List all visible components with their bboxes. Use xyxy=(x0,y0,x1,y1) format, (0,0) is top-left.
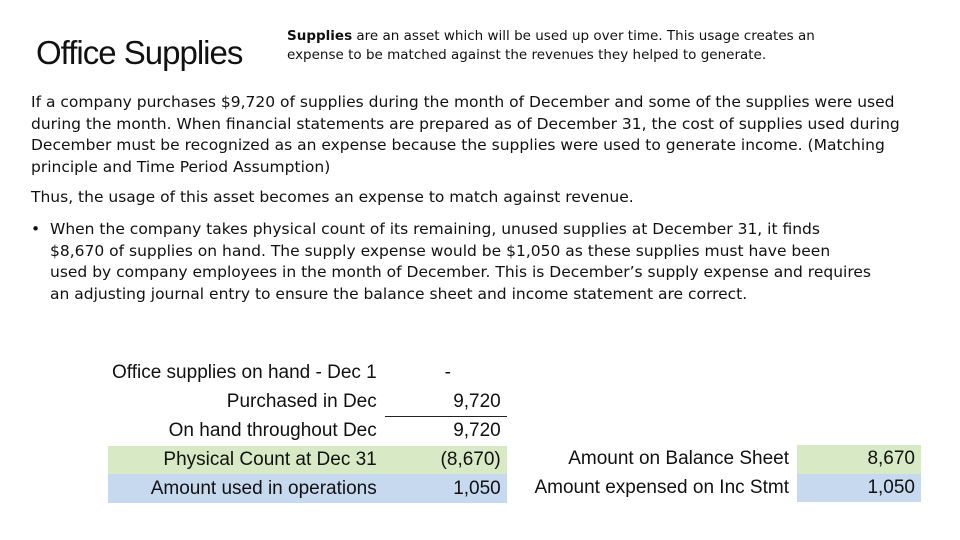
table-row xyxy=(515,445,921,474)
intro-bold-term: Supplies xyxy=(287,28,353,44)
table-row xyxy=(108,417,507,446)
row-value: 1,050 xyxy=(385,474,507,503)
row-value: 9,720 xyxy=(385,388,507,417)
row-label: On hand throughout Dec xyxy=(168,420,377,442)
page-title: Office Supplies xyxy=(36,34,243,71)
row-label: Amount expensed on Inc Stmt xyxy=(534,476,789,498)
table-row xyxy=(108,446,507,475)
row-label: Purchased in Dec xyxy=(226,391,377,413)
intro-body: are an asset which will be used up over time. This usage creates an expense to be matched against the revenues they helped to generate. xyxy=(287,28,815,63)
table-row xyxy=(108,359,507,388)
supplies-calculation-table xyxy=(108,359,507,503)
table-row xyxy=(108,388,507,417)
row-label: Amount used in operations xyxy=(108,474,385,503)
table-row xyxy=(108,474,507,503)
row-label: Amount on Balance Sheet xyxy=(568,448,789,470)
row-label: Physical Count at Dec 31 xyxy=(108,446,385,475)
bullet-marker: • xyxy=(31,220,41,238)
row-label: Office supplies on hand - Dec 1 xyxy=(112,362,377,384)
bullet-text: When the company takes physical count of its remaining, unused supplies at December 31, it finds $8,670 of supplies on hand. The supply expense would be $1,050 as these supplies must have been used by company employees in the month of December. This is December’s supply expense and requires an adjusting journal entry to ensure the balance sheet and income statement are correct. xyxy=(50,220,871,303)
bullet-item xyxy=(31,219,871,305)
table-row xyxy=(515,474,921,503)
paragraph-purchase-example: If a company purchases $9,720 of supplies during the month of December and some of the supplies were used during the month. When financial statements are prepared as of December 31, the cost of supplies used during December must be recognized as an expense because the supplies were used to generate income. (Matching principle and Time Period Assumption) xyxy=(31,93,900,176)
row-value: (8,670) xyxy=(385,446,507,475)
intro-text xyxy=(287,27,857,65)
row-value: 8,670 xyxy=(797,445,921,474)
summary-table xyxy=(515,445,921,502)
row-value: 9,720 xyxy=(453,420,501,442)
row-value: - xyxy=(444,362,451,384)
row-value: 1,050 xyxy=(797,474,921,503)
paragraph-usage-expense: Thus, the usage of this asset becomes an expense to match against revenue. xyxy=(31,188,634,206)
